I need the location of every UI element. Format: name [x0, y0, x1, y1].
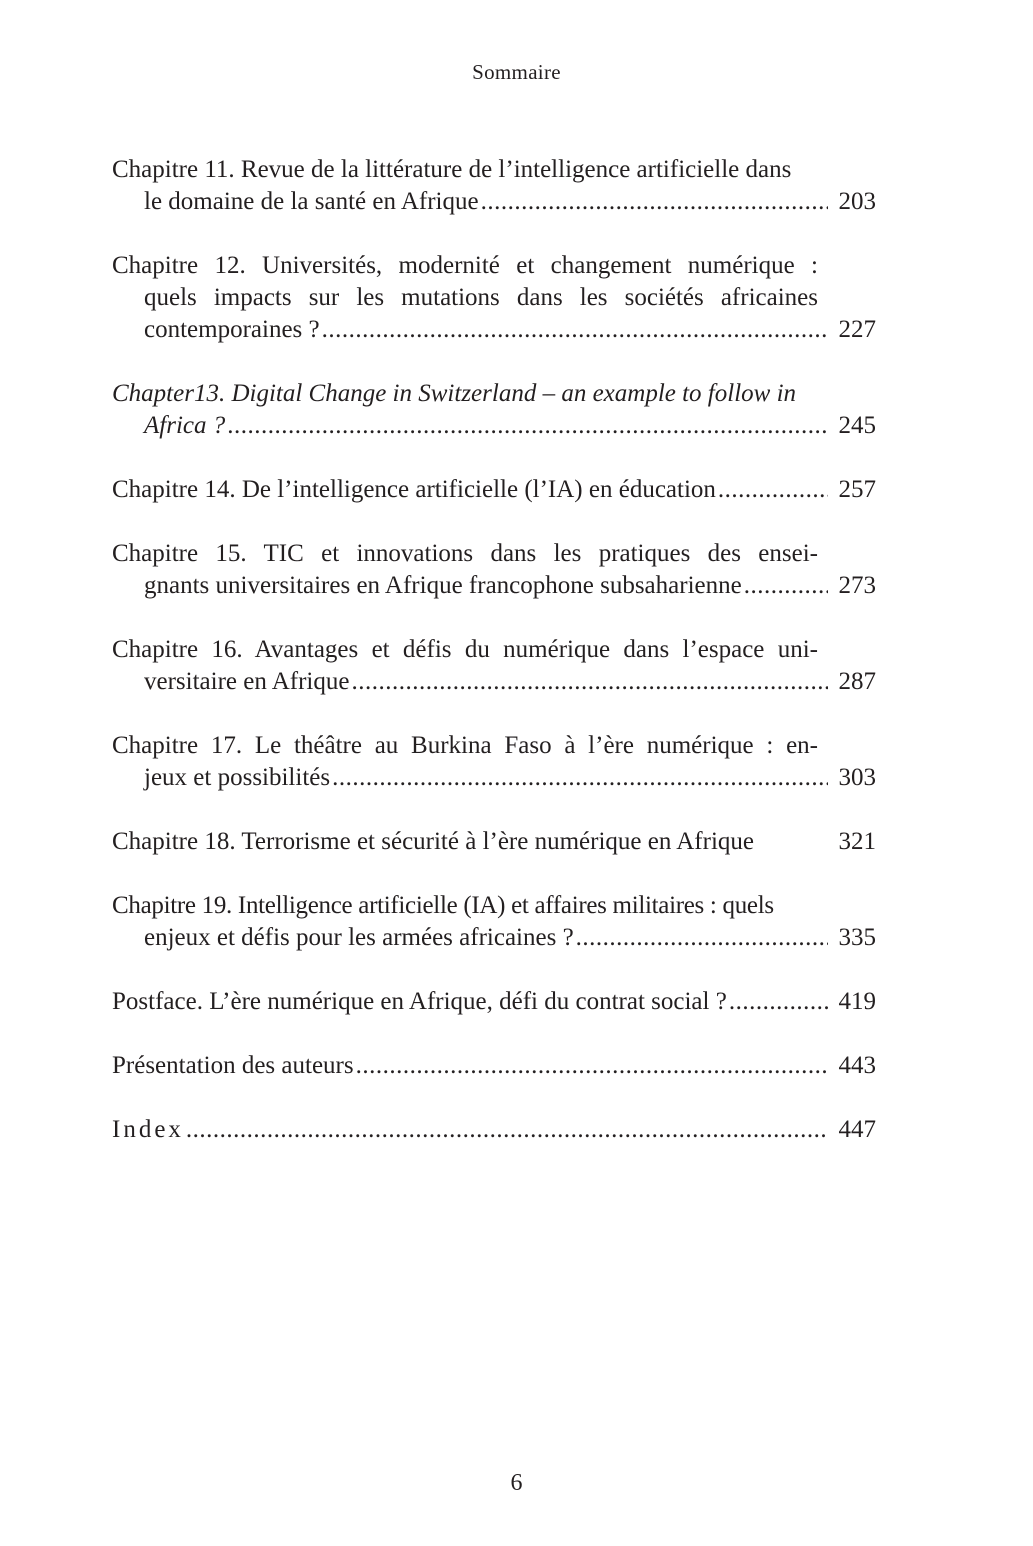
dot-leader [332, 762, 828, 794]
dot-leader [481, 186, 828, 218]
toc-entry-index[interactable] [112, 1114, 876, 1146]
toc-entry-title-line: gnants universitaires en Afrique francophone subsaharienne [144, 572, 742, 599]
toc-page-number: 443 [838, 1052, 876, 1079]
toc-entry-title-line: Chapitre 12. Universités, modernité et changement numérique : [112, 252, 818, 279]
dot-leader [322, 314, 828, 346]
toc-entry-chapter-15[interactable] [112, 538, 876, 602]
toc-page-number: 303 [838, 764, 876, 791]
toc-entry-authors[interactable] [112, 1050, 876, 1082]
toc-entry-title-line: Chapitre 14. De l’intelligence artificielle (l’IA) en éducation [112, 476, 716, 503]
toc-page-number: 227 [838, 316, 876, 343]
toc-entry-chapter-16[interactable] [112, 634, 876, 698]
toc-page-number: 335 [838, 924, 876, 951]
toc-entry-title-line: quels impacts sur les mutations dans les sociétés africaines [144, 284, 818, 311]
dot-leader [718, 474, 828, 506]
page-number: 6 [510, 1470, 523, 1496]
toc-entry-title-line: contemporaines ? [144, 316, 320, 343]
dot-leader [356, 1050, 828, 1082]
toc-page-number: 203 [838, 188, 876, 215]
toc-entry-chapter-11[interactable] [112, 154, 876, 218]
toc-page-number: 321 [838, 828, 876, 855]
toc-entry-chapter-14[interactable] [112, 474, 876, 506]
toc-entry-title-line: Index [112, 1116, 184, 1143]
dot-leader [351, 666, 828, 698]
dot-leader [576, 922, 828, 954]
toc-entry-title-line: Chapitre 11. Revue de la littérature de l’intelligence artificielle dans [112, 156, 792, 183]
toc-entry-title-line: versitaire en Afrique [144, 668, 350, 695]
running-head: Sommaire [472, 60, 561, 84]
toc-page-number: 245 [838, 412, 876, 439]
toc-page-number: 447 [838, 1116, 876, 1143]
toc-entry-title-line: Chapitre 16. Avantages et défis du numérique dans l’espace uni- [112, 636, 818, 663]
toc-entry-title-line: Chapitre 19. Intelligence artificielle (IA) et affaires militaires : quels [112, 892, 774, 919]
toc-entry-chapter-18[interactable] [112, 826, 876, 858]
dot-leader [744, 570, 828, 602]
toc-entry-title-line: Africa ? [144, 412, 226, 439]
toc-page-number: 257 [838, 476, 876, 503]
toc-entry-title-line: le domaine de la santé en Afrique [144, 188, 479, 215]
table-of-contents [112, 154, 876, 1178]
toc-entry-chapter-12[interactable] [112, 250, 876, 346]
toc-page-number: 287 [838, 668, 876, 695]
dot-leader [227, 410, 828, 442]
toc-entry-postface[interactable] [112, 986, 876, 1018]
toc-entry-title-line: Chapitre 17. Le théâtre au Burkina Faso à l’ère numérique : en- [112, 732, 818, 759]
toc-entry-title-line: enjeux et défis pour les armées africaines ? [144, 924, 574, 951]
toc-entry-chapter-19[interactable] [112, 890, 876, 954]
toc-entry-title-line: Chapitre 18. Terrorisme et sécurité à l’ère numérique en Afrique [112, 828, 754, 855]
toc-entry-title-line: 13. Digital Change in Switzerland – an example to follow in [193, 380, 797, 407]
toc-page-number: 419 [838, 988, 876, 1015]
dot-leader [186, 1114, 828, 1146]
toc-entry-title-line: Chapitre 15. TIC et innovations dans les pratiques des ensei- [112, 540, 818, 567]
toc-entry-title-line: Postface. L’ère numérique en Afrique, défi du contrat social ? [112, 988, 727, 1015]
toc-page-number: 273 [838, 572, 876, 599]
toc-entry-chapter-17[interactable] [112, 730, 876, 794]
toc-entry-label: Chapter [112, 380, 194, 407]
toc-entry-title-line: Présentation des auteurs [112, 1052, 354, 1079]
dot-leader [729, 986, 828, 1018]
toc-entry-title-line: jeux et possibilités [144, 764, 331, 791]
toc-entry-chapter-13[interactable] [112, 378, 876, 442]
